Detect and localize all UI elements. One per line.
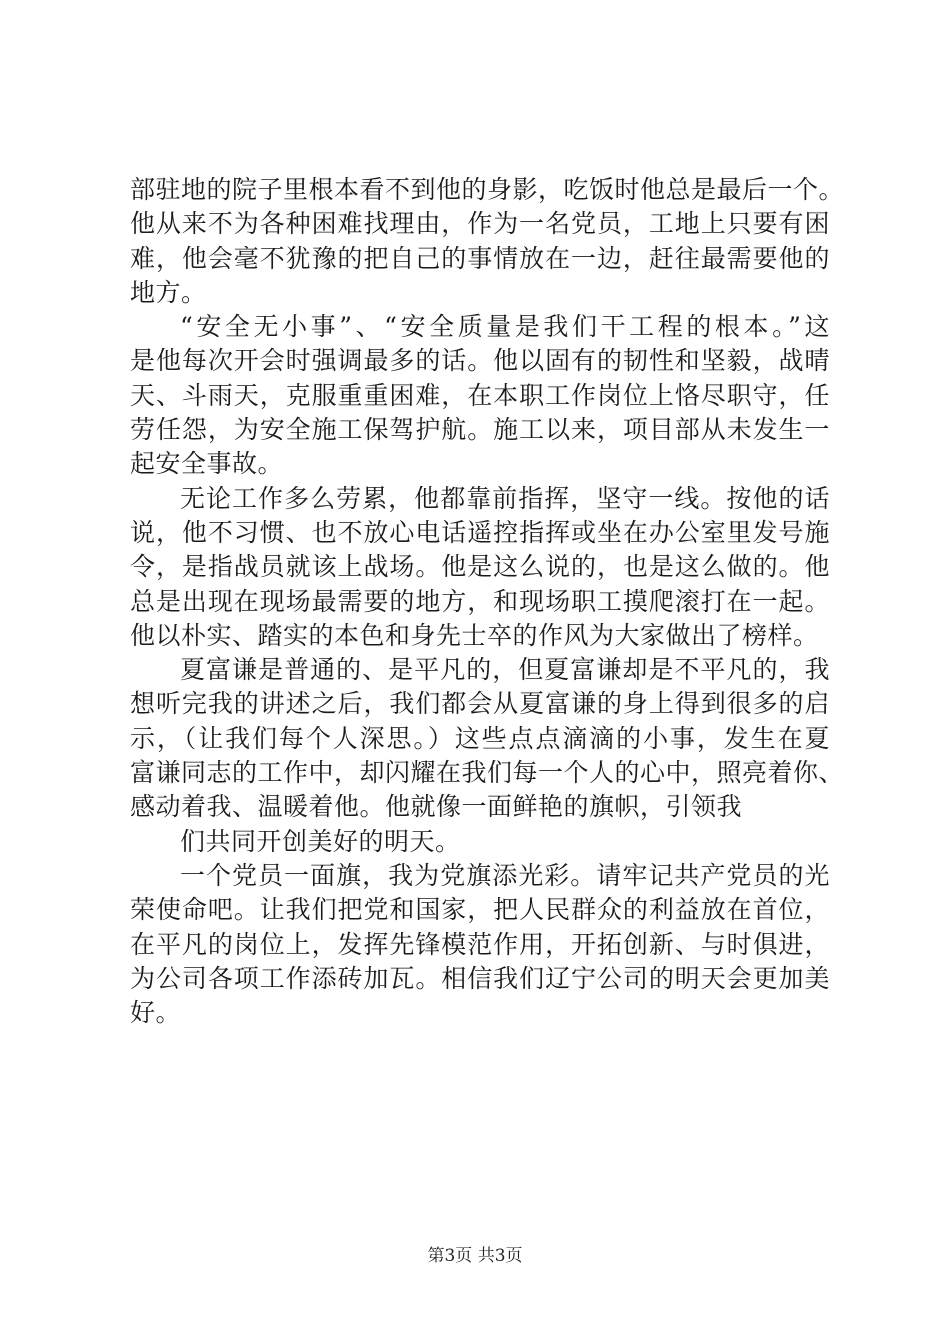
- text-line: 部驻地的院子里根本看不到他的身影，吃饭时他总是最后一个。: [130, 175, 845, 204]
- text-line: 总是出现在现场最需要的地方，和现场职工摸爬滚打在一起。: [130, 586, 830, 616]
- text-line: 无论工作多么劳累，他都靠前指挥，坚守一线。按他的话: [180, 483, 830, 513]
- text-line: 难，他会毫不犹豫的把自己的事情放在一边，赶往最需要他的: [130, 243, 830, 273]
- text-line: 们共同开创美好的明天。: [180, 826, 461, 856]
- text-line: “安全无小事”、“安全质量是我们干工程的根本。”这: [180, 312, 830, 342]
- text-line: 荣使命吧。让我们把党和国家，把人民群众的利益放在首位，: [130, 895, 830, 925]
- text-line: 起安全事故。: [130, 449, 284, 479]
- text-line: 他从来不为各种困难找理由，作为一名党员，工地上只要有困: [130, 209, 830, 239]
- text-line: 示，（让我们每个人深思。）这些点点滴滴的小事，发生在夏: [130, 723, 830, 753]
- page-footer: 第3页 共3页: [427, 1246, 523, 1266]
- text-line: 说，他不习惯、也不放心电话遥控指挥或坐在办公室里发号施: [130, 517, 830, 547]
- text-line: 想听完我的讲述之后，我们都会从夏富谦的身上得到很多的启: [130, 689, 830, 719]
- text-line: 是他每次开会时强调最多的话。他以固有的韧性和坚毅，战晴: [130, 346, 830, 376]
- text-line: 他以朴实、踏实的本色和身先士卒的作风为大家做出了榜样。: [130, 620, 819, 650]
- text-line: 在平凡的岗位上，发挥先锋模范作用，开拓创新、与时俱进，: [130, 929, 830, 959]
- body-text: [130, 173, 845, 1030]
- text-line: 令，是指战员就该上战场。他是这么说的，也是这么做的。他: [130, 552, 830, 582]
- text-line: 富谦同志的工作中，却闪耀在我们每一个人的心中，照亮着你、: [130, 758, 845, 788]
- text-line: 一个党员一面旗，我为党旗添光彩。请牢记共产党员的光: [180, 860, 830, 890]
- text-line: 为公司各项工作添砖加瓦。相信我们辽宁公司的明天会更加美: [130, 963, 830, 993]
- text-line: 夏富谦是普通的、是平凡的，但夏富谦却是不平凡的，我: [180, 655, 830, 685]
- text-line: 天、斗雨天，克服重重困难，在本职工作岗位上恪尽职守，任: [130, 380, 830, 410]
- text-line: 劳任怨，为安全施工保驾护航。施工以来，项目部从未发生一: [130, 415, 830, 445]
- text-line: 地方。: [130, 277, 207, 307]
- text-line: 好。: [130, 998, 182, 1028]
- text-line: 感动着我、温暖着他。他就像一面鲜艳的旗帜，引领我: [130, 792, 743, 822]
